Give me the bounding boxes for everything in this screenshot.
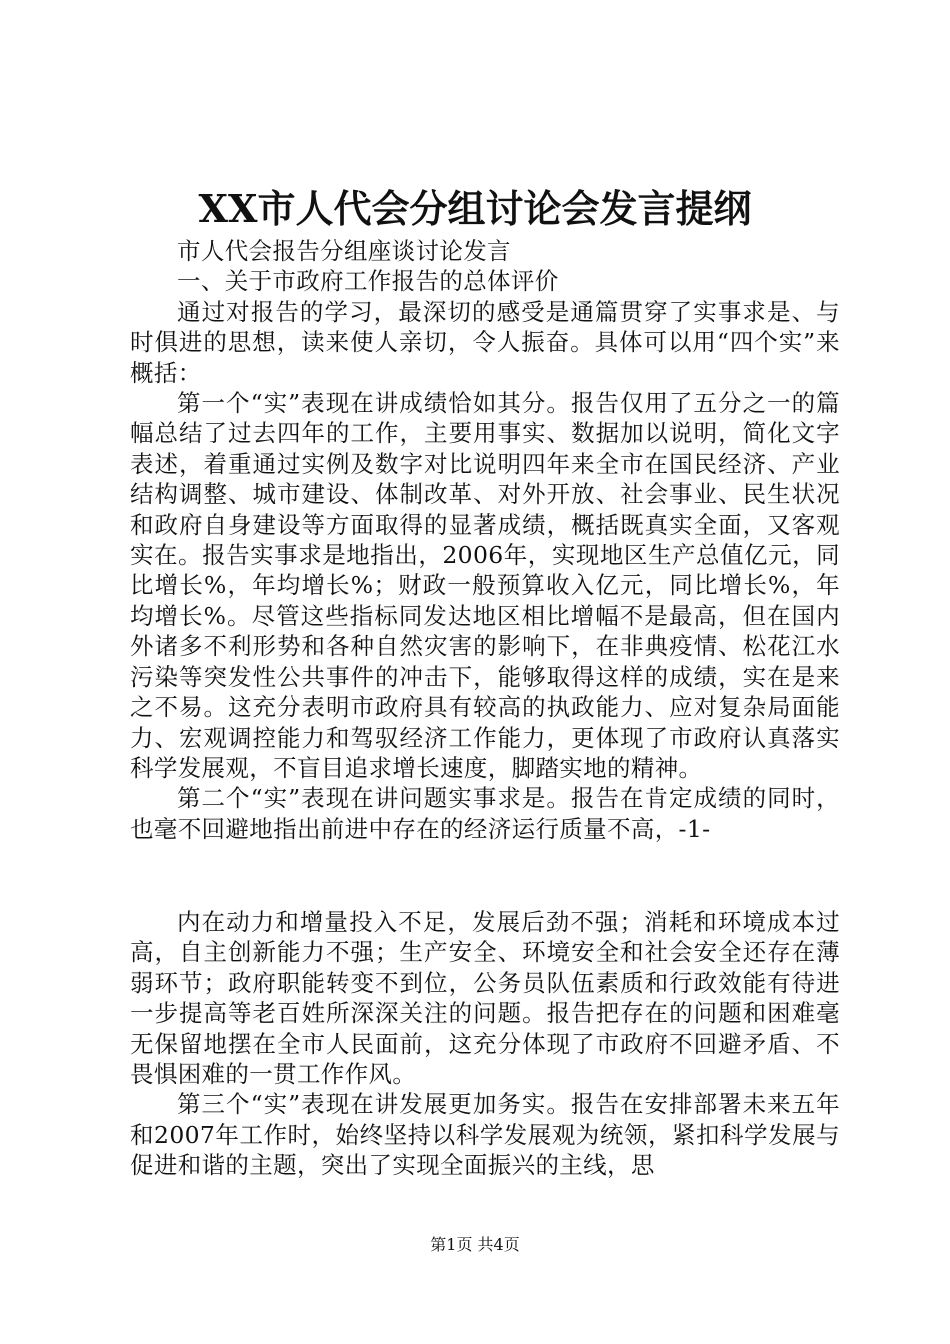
paragraph-third-shi: 第三个“实”表现在讲发展更加务实。报告在安排部署未来五年和2007年工作时，始终坚持以科学发展观为统领，紧扣科学发展与促进和谐的主题，突出了实现全面振兴的主线，思	[130, 1090, 840, 1180]
paragraph-continuation: 内在动力和增量投入不足，发展后劲不强；消耗和环境成本过高，自主创新能力不强；生产安全、环境安全和社会安全还存在薄弱环节；政府职能转变不到位，公务员队伍素质和行政效能有待进一步提高等老百姓所深深关注的问题。报告把存在的问题和困难毫无保留地摆在全市人民面前，这充分体现了市政府不回避矛盾、不畏惧困难的一贯工作作风。	[130, 908, 840, 1089]
body-section-1	[130, 236, 840, 844]
paragraph-intro: 通过对报告的学习，最深切的感受是通篇贯穿了实事求是、与时俱进的思想，读来使人亲切，令人振奋。具体可以用“四个实”来概括：	[130, 297, 840, 387]
paragraph-first-shi: 第一个“实”表现在讲成绩恰如其分。报告仅用了五分之一的篇幅总结了过去四年的工作，主要用事实、数据加以说明，简化文字表述，着重通过实例及数字对比说明四年来全市在国民经济、产业结构调整、城市建设、体制改革、对外开放、社会事业、民生状况和政府自身建设等方面取得的显著成绩，概括既真实全面，又客观实在。报告实事求是地指出，2006年，实现地区生产总值亿元，同比增长%，年均增长%；财政一般预算收入亿元，同比增长%，年均增长%。尽管这些指标同发达地区相比增幅不是最高，但在国内外诸多不利形势和各种自然灾害的影响下，在非典疫情、松花江水污染等突发性公共事件的冲击下，能够取得这样的成绩，实在是来之不易。这充分表明市政府具有较高的执政能力、应对复杂局面能力、宏观调控能力和驾驭经济工作能力，更体现了市政府认真落实科学发展观，不盲目追求增长速度，脚踏实地的精神。	[130, 389, 840, 782]
document-title: XX市人代会分组讨论会发言提纲	[198, 186, 752, 231]
section-heading: 一、关于市政府工作报告的总体评价	[177, 267, 559, 296]
page-footer: 第1页 共4页	[430, 1235, 520, 1254]
body-section-2	[130, 907, 840, 1181]
paragraph-subtitle: 市人代会报告分组座谈讨论发言	[177, 237, 511, 265]
paragraph-second-shi: 第二个“实”表现在讲问题实事求是。报告在肯定成绩的同时，也毫不回避地指出前进中存在的经济运行质量不高，-1-	[130, 784, 840, 843]
